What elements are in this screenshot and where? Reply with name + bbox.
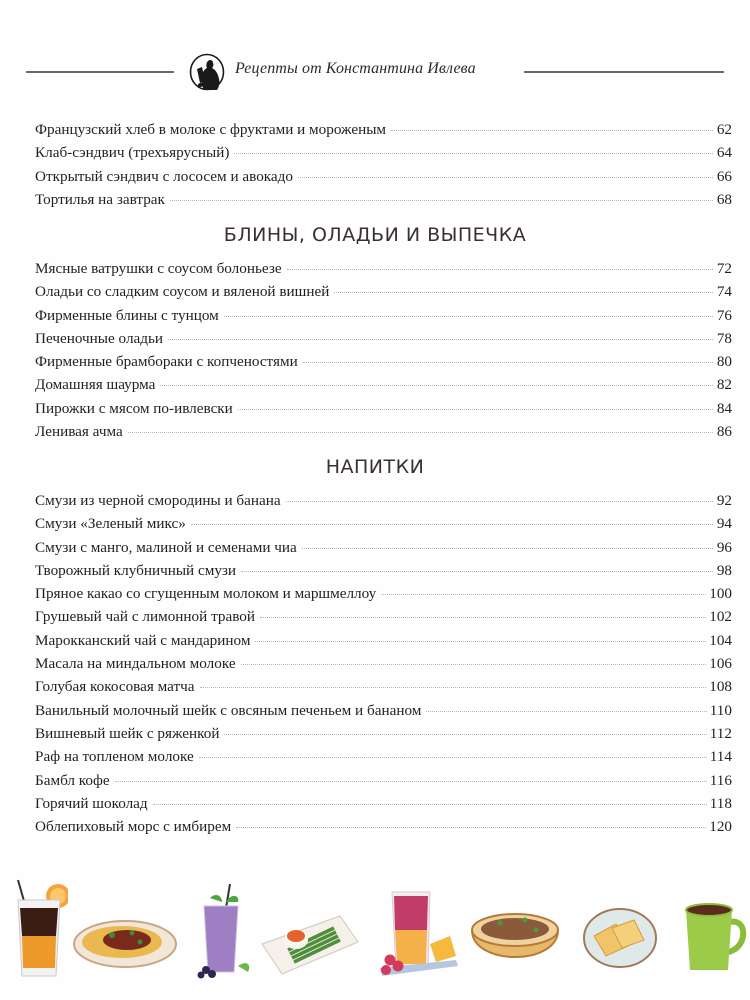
dot-leader [426,711,706,712]
toc-item-label: Ленивая ачма [35,423,123,441]
toc-item[interactable] [35,327,732,350]
toc-section-breakfast [35,118,732,211]
dot-leader [381,594,706,595]
toc-item[interactable] [35,512,732,535]
toc-item[interactable] [35,280,732,303]
header-rule-left [26,71,174,73]
dot-leader [191,524,713,525]
toc-item-page: 120 [709,818,732,836]
dot-leader [334,292,713,293]
toc-item-label: Бамбл кофе [35,771,110,789]
toc-item[interactable] [35,397,732,420]
toc-item-page: 74 [716,283,732,301]
dot-leader [241,664,707,665]
toc-item-page: 64 [716,144,732,162]
pastry-plate-icon [582,906,658,970]
dot-leader [153,804,707,805]
toc-item[interactable] [35,722,732,745]
toc-item-page: 104 [709,631,732,649]
toc-item-label: Горячий шоколад [35,794,148,812]
toc-item[interactable] [35,257,732,280]
toc-item[interactable] [35,350,732,373]
page-header [0,50,750,94]
toc-item-page: 92 [716,492,732,509]
toc-item-label: Вишневый шейк с ряженкой [35,724,220,742]
dot-leader [286,501,713,502]
toc-item[interactable] [35,489,732,512]
toc-item[interactable] [35,629,732,652]
toc-item[interactable] [35,118,732,141]
toc-item-label: Фирменные брамбораки с копченостями [35,353,298,371]
toc-item-label: Открытый сэндвич с лососем и авокадо [35,167,293,185]
toc-item-label: Мясные ватрушки с соусом болоньезе [35,260,282,277]
dot-leader [224,734,706,735]
iced-coffee-glass-icon [8,878,68,980]
toc-item-label: Ванильный молочный шейк с овсяным печеньем и бананом [35,701,422,719]
dot-leader [298,177,713,178]
toc-item-page: 114 [709,748,732,766]
toc-item-label: Облепиховый морс с имбирем [35,818,232,836]
toc-item-label: Домашняя шаурма [35,376,156,394]
dot-leader [224,316,713,317]
toc-item[interactable] [35,141,732,164]
toc-item[interactable] [35,769,732,792]
dot-leader [303,362,713,363]
berry-smoothie-icon [192,882,256,980]
toc-item-label: Пирожки с мясом по-ивлевски [35,399,233,417]
asparagus-toast-icon [258,912,362,978]
toc-item-page: 78 [716,329,732,347]
dot-leader [128,432,713,433]
toc-item[interactable] [35,420,732,443]
toc-item-page: 112 [709,724,732,742]
omelette-plate-icon [72,918,178,970]
toc-item[interactable] [35,792,732,815]
dot-leader [302,548,713,549]
food-illustrations [0,870,750,990]
toc-item-page: 110 [709,701,732,719]
toc-item-label: Масала на миндальном молоке [35,655,236,673]
toc-item-label: Смузи из черной смородины и банана [35,492,281,509]
toc-item-label: Смузи «Зеленый микс» [35,515,186,533]
header-title: Рецепты от Константина Ивлева [235,60,476,77]
section-title-drinks: НАПИТКИ [325,456,425,478]
dot-leader [200,687,707,688]
dot-leader [236,827,706,828]
toc-item-label: Марокканский чай с мандарином [35,631,251,649]
toc-item[interactable] [35,165,732,188]
toc-item-page: 94 [716,515,732,533]
dot-leader [260,617,706,618]
toc-item-page: 66 [716,167,732,185]
toc-item-page: 62 [716,121,732,138]
toc-item-label: Французский хлеб в молоке с фруктами и мороженым [35,121,387,138]
cocoa-mug-icon [682,900,748,974]
toc-item[interactable] [35,536,732,559]
section-title-pancakes: БЛИНЫ, ОЛАДЬИ И ВЫПЕЧКА [223,224,527,246]
dot-leader [241,571,713,572]
toc-item-label: Раф на топленом молоке [35,748,194,766]
toc-item-page: 80 [716,353,732,371]
chef-silhouette-icon [189,53,225,91]
toc-item[interactable] [35,815,732,838]
dot-leader [238,409,713,410]
toc-item[interactable] [35,699,732,722]
toc-item-page: 108 [709,678,732,696]
toc-item[interactable] [35,652,732,675]
toc-item-page: 84 [716,399,732,417]
dot-leader [170,200,713,201]
header-rule-right [524,71,724,73]
toc-item-page: 116 [709,771,732,789]
dot-leader [115,781,707,782]
toc-item[interactable] [35,188,732,211]
toc-section-pancakes [35,257,732,443]
toc-item[interactable] [35,675,732,698]
toc-item-page: 98 [716,561,732,579]
toc-item[interactable] [35,582,732,605]
toc-item-label: Оладьи со сладким соусом и вяленой вишней [35,283,330,301]
toc-item-label: Клаб-сэндвич (трехъярусный) [35,144,230,162]
toc-item-label: Пряное какао со сгущенным молоком и маршмеллоу [35,585,377,603]
toc-item-label: Тортилья на завтрак [35,190,165,208]
toc-item-page: 96 [716,538,732,556]
toc-item-page: 106 [709,655,732,673]
dot-leader [234,153,713,154]
toc-item[interactable] [35,605,732,628]
mango-smoothie-icon [378,884,460,980]
toc-item[interactable] [35,745,732,768]
toc-item-label: Печеночные оладьи [35,329,164,347]
dot-leader [160,385,713,386]
toc-item-page: 68 [716,190,732,208]
dot-leader [255,641,706,642]
toc-item-page: 86 [716,423,732,441]
toc-item-page: 102 [709,608,732,626]
dot-leader [287,269,713,270]
toc-item-label: Голубая кокосовая матча [35,678,195,696]
meat-bowl-icon [470,908,560,976]
toc-item-page: 76 [716,306,732,324]
dot-leader [199,757,707,758]
toc-item-label: Смузи с манго, малиной и семенами чиа [35,538,297,556]
toc-item[interactable] [35,304,732,327]
toc-item-page: 100 [709,585,732,603]
toc-item[interactable] [35,559,732,582]
toc-item-label: Грушевый чай с лимонной травой [35,608,256,626]
dot-leader [391,130,713,131]
dot-leader [168,339,713,340]
toc-section-drinks [35,489,732,838]
toc-item[interactable] [35,373,732,396]
toc-item-label: Творожный клубничный смузи [35,561,237,579]
toc-item-page: 118 [709,794,732,812]
toc-item-page: 72 [716,260,732,277]
toc-item-label: Фирменные блины с тунцом [35,306,219,324]
toc-item-page: 82 [716,376,732,394]
